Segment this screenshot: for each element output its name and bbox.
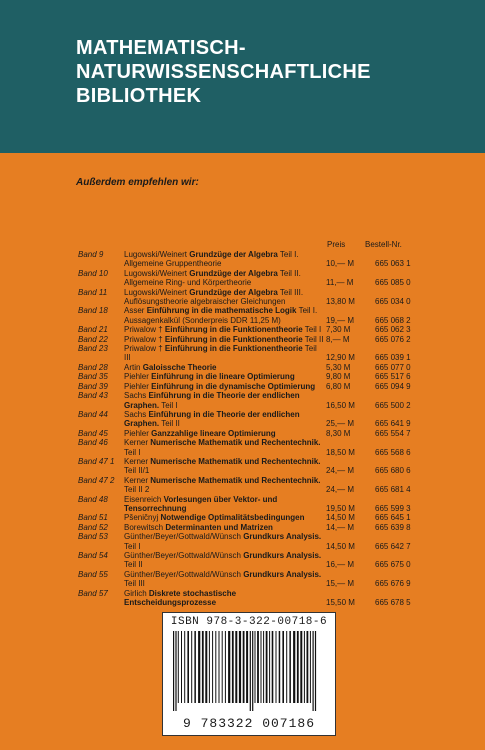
book-entry: [124, 551, 324, 570]
book-author: Artin: [124, 362, 141, 372]
book-price: 19,50 M: [326, 503, 355, 513]
book-entry: [124, 457, 324, 476]
book-entry: [124, 335, 324, 344]
book-price: 16,50 M: [326, 400, 355, 410]
book-part: Teil I: [124, 541, 141, 551]
book-title: Grundzüge der Algebra: [189, 250, 278, 259]
book-author: Girlich: [124, 588, 147, 598]
book-row: [0, 438, 485, 457]
book-order-number: 665 645 1: [375, 513, 411, 523]
band-number: Band 43: [78, 391, 108, 401]
book-part: Teil II: [124, 560, 143, 570]
book-price: 14,50 M: [326, 513, 355, 523]
book-price: 25,— M: [326, 419, 355, 429]
book-author: Kerner: [124, 456, 149, 466]
book-author: Kerner: [124, 438, 149, 448]
book-entry: [124, 429, 324, 438]
title-banner: [0, 0, 485, 153]
book-order-number: 665 554 7: [375, 428, 411, 438]
book-author: Lugowski/Weinert: [124, 250, 187, 259]
book-author: Piehler: [124, 372, 149, 382]
book-entry: [124, 372, 324, 381]
book-order-number: 665 076 2: [375, 334, 411, 344]
book-part: Teil II/1: [124, 466, 150, 476]
band-number: Band 9: [78, 250, 104, 259]
band-number: Band 53: [78, 532, 108, 542]
band-number: Band 39: [78, 381, 108, 391]
band-number: Band 11: [78, 287, 108, 297]
book-row: [0, 513, 485, 522]
book-author: Pšeničnyj: [124, 513, 159, 523]
band-number: Band 57: [78, 588, 108, 598]
book-order-number: 665 039 1: [375, 353, 411, 363]
band-number: Band 18: [78, 306, 108, 316]
book-entry: [124, 589, 324, 608]
book-row: [0, 570, 485, 589]
book-price: 15,— M: [326, 579, 355, 589]
book-part: Teil I. Allgemeine Gruppentheorie: [124, 250, 299, 269]
book-title: Einführung in die Funktionentheorie: [164, 325, 303, 335]
book-row: [0, 269, 485, 288]
book-row: [0, 288, 485, 307]
book-author: Eisenreich: [124, 494, 162, 504]
book-order-number: 665 676 9: [375, 579, 411, 589]
book-row: [0, 551, 485, 570]
book-title: Galoissche Theorie: [142, 362, 217, 372]
book-order-number: 665 678 5: [375, 598, 411, 608]
book-row: [0, 372, 485, 381]
book-title: Einführung in die Theorie der endlichen Graphen.: [124, 409, 300, 429]
band-number: Band 22: [78, 334, 108, 344]
book-author: Sachs: [124, 409, 147, 419]
band-number: Band 44: [78, 409, 108, 419]
book-entry: [124, 391, 324, 410]
book-title: Grundkurs Analysis.: [243, 551, 322, 560]
book-entry: [124, 513, 324, 522]
book-entry: [124, 532, 324, 551]
book-price: 12,90 M: [326, 353, 355, 363]
book-row: [0, 457, 485, 476]
book-title: Einführung in die Theorie der endlichen Graphen.: [124, 391, 300, 410]
book-price: 14,50 M: [326, 541, 355, 551]
book-price: 9,80 M: [326, 372, 351, 382]
book-row: [0, 382, 485, 391]
book-title: Grundkurs Analysis.: [243, 569, 322, 579]
book-price: 8,— M: [326, 334, 350, 344]
book-row: [0, 410, 485, 429]
book-author: Sachs: [124, 391, 147, 401]
isbn-text: ISBN 978-3-322-00718-6: [170, 616, 328, 628]
book-row: [0, 306, 485, 325]
book-part: Teil II. Allgemeine Ring- und Körpertheorie: [124, 268, 301, 288]
band-number: Band 35: [78, 372, 108, 382]
book-order-number: 665 094 9: [375, 381, 411, 391]
book-row: [0, 495, 485, 514]
book-order-number: 665 034 0: [375, 297, 411, 307]
book-order-number: 665 063 1: [375, 259, 411, 269]
book-author: Kerner: [124, 475, 149, 485]
book-order-number: 665 680 6: [375, 466, 411, 476]
recommend-heading: Außerdem empfehlen wir:: [76, 177, 199, 188]
book-author: Priwalow †: [124, 344, 163, 354]
book-order-number: 665 599 3: [375, 503, 411, 513]
book-order-number: 665 642 7: [375, 541, 411, 551]
book-price: 14,— M: [326, 522, 355, 532]
book-part: Teil II: [304, 334, 324, 344]
band-number: Band 47 2: [78, 475, 115, 485]
book-title: Diskrete stochastische Entscheidungsprozesse: [124, 588, 237, 608]
book-price: 15,50 M: [326, 598, 355, 608]
book-price: 18,50 M: [326, 447, 355, 457]
book-title: Numerische Mathematik und Rechentechnik.: [150, 456, 321, 466]
book-price: 7,30 M: [326, 325, 351, 335]
book-order-number: 665 675 0: [375, 560, 411, 570]
barcode-digits: 9 783322 007186: [182, 716, 316, 731]
book-entry: [124, 438, 324, 457]
book-part: Teil II 2: [124, 485, 150, 495]
book-price: 11,— M: [326, 278, 354, 288]
book-author: Günther/Beyer/Gottwald/Wünsch: [124, 532, 241, 542]
book-author: Asser: [124, 306, 145, 316]
book-entry: [124, 250, 324, 269]
book-title: Grundzüge der Algebra: [189, 287, 278, 297]
book-part: Teil I: [124, 447, 141, 457]
book-title: Numerische Mathematik und Rechentechnik.: [150, 438, 321, 448]
book-part: Teil III: [124, 344, 317, 363]
book-title: Grundkurs Analysis.: [243, 532, 322, 542]
book-row: [0, 335, 485, 344]
band-number: Band 45: [78, 428, 108, 438]
book-entry: [124, 325, 324, 334]
book-title: Einführung in die dynamische Optimierung: [151, 381, 316, 391]
book-title: Einführung in die Funktionentheorie: [164, 344, 303, 354]
barcode-bars: [171, 631, 327, 711]
book-order-number: 665 641 9: [375, 419, 411, 429]
book-author: Borewitsch: [124, 522, 164, 532]
band-number: Band 55: [78, 569, 108, 579]
book-price: 6,80 M: [326, 381, 351, 391]
book-order-number: 665 500 2: [375, 400, 411, 410]
book-row: [0, 250, 485, 269]
book-order-number: 665 085 0: [375, 278, 411, 288]
book-entry: [124, 523, 324, 532]
book-entry: [124, 382, 324, 391]
book-entry: [124, 363, 324, 372]
book-row: [0, 391, 485, 410]
order-number-column-header: Bestell-Nr.: [365, 240, 402, 249]
book-order-number: 665 077 0: [375, 362, 411, 372]
book-title: Numerische Mathematik und Rechentechnik.: [150, 475, 321, 485]
book-price: 5,30 M: [326, 362, 351, 372]
book-row: [0, 532, 485, 551]
book-author: Priwalow †: [124, 334, 163, 344]
book-row: [0, 476, 485, 495]
book-price: 10,— M: [326, 259, 355, 269]
book-title: Ganzzahlige lineare Optimierung: [151, 428, 276, 438]
book-order-number: 665 568 6: [375, 447, 411, 457]
book-row: [0, 523, 485, 532]
book-title: Vorlesungen über Vektor- und Tensorrechnung: [124, 494, 278, 513]
book-entry: [124, 288, 324, 307]
band-number: Band 28: [78, 362, 108, 372]
book-price: 24,— M: [326, 466, 355, 476]
band-number: Band 10: [78, 268, 108, 278]
book-row: [0, 344, 485, 363]
book-entry: [124, 476, 324, 495]
book-author: Priwalow †: [124, 325, 163, 335]
band-number: Band 54: [78, 551, 108, 560]
book-part: Teil III. Auflösungstheorie algebraischer Gleichungen: [124, 287, 304, 307]
book-row: [0, 429, 485, 438]
book-title: Determinanten und Matrizen: [165, 522, 273, 532]
book-row: [0, 589, 485, 608]
band-number: Band 47 1: [78, 456, 115, 466]
price-column-header: Preis: [327, 240, 346, 249]
book-title: Einführung in die lineare Optimierung: [151, 372, 295, 382]
book-entry: [124, 570, 324, 589]
book-price: 24,— M: [326, 485, 355, 495]
book-part: Teil I. Aussagenkalkül (Sonderpreis DDR 11,25 M): [124, 306, 318, 325]
book-author: Lugowski/Weinert: [124, 268, 187, 278]
band-number: Band 46: [78, 438, 108, 448]
book-author: Lugowski/Weinert: [124, 287, 187, 297]
band-number: Band 48: [78, 494, 108, 504]
book-author: Piehler: [124, 381, 149, 391]
book-order-number: 665 639 8: [375, 522, 411, 532]
book-price: 13,80 M: [326, 297, 355, 307]
book-order-number: 665 068 2: [375, 315, 411, 325]
book-list: [0, 250, 485, 607]
book-order-number: 665 517 6: [375, 372, 411, 382]
band-number: Band 21: [78, 325, 108, 335]
book-title: Einführung in die Funktionentheorie: [164, 334, 303, 344]
book-part: Teil I: [304, 325, 322, 335]
book-price: 16,— M: [326, 560, 355, 570]
book-author: Piehler: [124, 428, 149, 438]
isbn-barcode: [162, 612, 336, 736]
book-entry: [124, 410, 324, 429]
book-order-number: 665 681 4: [375, 485, 411, 495]
book-part: Teil I: [161, 400, 178, 410]
book-title: Einführung in die mathematische Logik: [146, 306, 297, 316]
book-title: Grundzüge der Algebra: [189, 268, 278, 278]
book-entry: [124, 306, 324, 325]
book-price: 8,30 M: [326, 428, 351, 438]
book-author: Günther/Beyer/Gottwald/Wünsch: [124, 551, 241, 560]
band-number: Band 51: [78, 513, 108, 523]
book-row: [0, 325, 485, 334]
book-row: [0, 363, 485, 372]
band-number: Band 52: [78, 522, 108, 532]
book-author: Günther/Beyer/Gottwald/Wünsch: [124, 569, 241, 579]
book-entry: [124, 344, 324, 363]
book-part: Teil II: [161, 419, 180, 429]
book-part: Teil III: [124, 579, 145, 589]
book-entry: [124, 495, 324, 514]
book-title: Notwendige Optimalitätsbedingungen: [160, 513, 305, 523]
series-title: MATHEMATISCH- NATURWISSENSCHAFTLICHE BIBLIOTHEK: [76, 37, 371, 107]
band-number: Band 23: [78, 344, 108, 354]
book-order-number: 665 062 3: [375, 325, 411, 335]
book-price: 19,— M: [326, 315, 355, 325]
book-entry: [124, 269, 324, 288]
